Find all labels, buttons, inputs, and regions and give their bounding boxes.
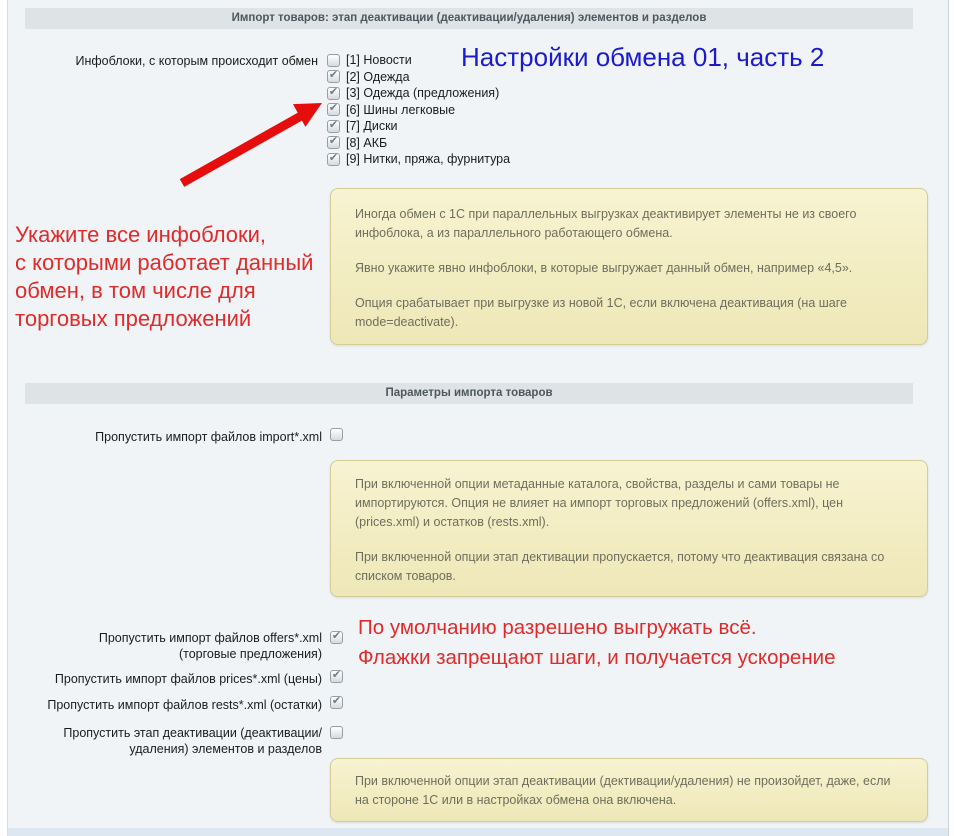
section-header-title: Параметры импорта товаров bbox=[385, 387, 553, 399]
annotation-line: Флажки запрещают шаги, и получается ускорение bbox=[358, 646, 836, 669]
infoblock-label: [6] Шины легковые bbox=[346, 102, 456, 117]
infoblock-label: [7] Диски bbox=[346, 119, 398, 134]
help-box-import bbox=[330, 460, 928, 597]
infoblock-item-akb[interactable] bbox=[327, 135, 510, 152]
checkmark-icon: ✔ bbox=[328, 102, 339, 115]
skip-prices-checkbox[interactable] bbox=[330, 670, 343, 683]
annotation-blue-title: Настройки обмена 01, часть 2 bbox=[461, 42, 825, 72]
skip-offers-label bbox=[10, 631, 322, 662]
annotation-line: с которыми работает данный bbox=[15, 250, 314, 275]
help-paragraph: Явно укажите явно инфоблоки, в которые выгружает данный обмен, например «4,5». bbox=[355, 261, 853, 275]
checkmark-icon: ✔ bbox=[328, 69, 339, 82]
help-paragraph: При включенной опции метаданные каталога, свойства, разделы и сами товары не импортируются. Опция не влияет на импорт торговых предложений (offers.xml), цен (prices.xml) и остатков (rests.xml). bbox=[355, 477, 843, 529]
infoblock-item-shiny[interactable] bbox=[327, 102, 510, 119]
left-page-edge bbox=[0, 0, 8, 836]
section-header-import-deactivation bbox=[25, 8, 913, 29]
infoblock-checkbox-2[interactable] bbox=[327, 70, 340, 83]
help-paragraph: При включенной опции этап дективации пропускается, потому что деактивация связана со списком товаров. bbox=[355, 550, 885, 583]
infoblock-item-diski[interactable] bbox=[327, 118, 510, 135]
skip-offers-label-line1: Пропустить импорт файлов offers*.xml bbox=[98, 631, 322, 645]
annotation-red-defaults bbox=[358, 613, 836, 673]
help-paragraph: При включенной опции этап деактивации (дективации/удаления) не произойдет, даже, если на стороне 1С или в настройках обмена она включена. bbox=[355, 774, 891, 807]
help-paragraph: Опция срабатывает при выгрузке из новой 1С, если включена деактивация (на шаге mode=deactivate). bbox=[355, 296, 847, 329]
skip-import-label: Пропустить импорт файлов import*.xml bbox=[95, 430, 322, 444]
checkmark-icon: ✔ bbox=[331, 669, 342, 681]
infoblock-checkbox-1[interactable] bbox=[327, 54, 340, 67]
infoblock-label: [3] Одежда (предложения) bbox=[346, 86, 500, 101]
right-page-edge bbox=[948, 0, 954, 836]
skip-rests-label: Пропустить импорт файлов rests*.xml (остатки) bbox=[47, 698, 322, 712]
annotation-line: Укажите все инфоблоки, bbox=[15, 222, 267, 247]
checkmark-icon: ✔ bbox=[328, 151, 339, 164]
section-header-import-params bbox=[25, 383, 913, 404]
skip-rests-checkbox[interactable] bbox=[330, 696, 343, 709]
infoblock-label: [2] Одежда bbox=[346, 69, 410, 84]
help-paragraph: Иногда обмен с 1С при параллельных выгрузках деактивирует элементы не из своего инфоблока, а из параллельного работающего обмена. bbox=[355, 207, 857, 240]
checkmark-icon: ✔ bbox=[331, 630, 342, 642]
skip-deactivation-checkbox[interactable] bbox=[330, 726, 343, 739]
infoblock-label: [1] Новости bbox=[346, 53, 412, 68]
skip-offers-label-line2: (торговые предложения) bbox=[178, 646, 322, 661]
skip-prices-label: Пропустить импорт файлов prices*.xml (цены) bbox=[54, 672, 322, 686]
checkmark-icon: ✔ bbox=[328, 85, 339, 98]
skip-deactivation-label-line2: удаления) элементов и разделов bbox=[129, 741, 322, 756]
skip-import-checkbox[interactable] bbox=[330, 428, 343, 441]
annotation-line: торговых предложений bbox=[15, 306, 252, 331]
annotation-red-infoblocks bbox=[15, 221, 313, 333]
skip-deactivation-label bbox=[10, 726, 322, 757]
checkmark-icon: ✔ bbox=[328, 118, 339, 131]
help-box-deactivation bbox=[330, 188, 928, 345]
annotation-line: По умолчанию разрешено выгружать всё. bbox=[358, 616, 757, 639]
skip-offers-checkbox[interactable] bbox=[330, 631, 343, 644]
annotation-line: обмен, в том числе для bbox=[15, 278, 256, 303]
infoblock-label: [9] Нитки, пряжа, фурнитура bbox=[346, 152, 511, 167]
checkmark-icon: ✔ bbox=[331, 695, 342, 707]
checkmark-icon: ✔ bbox=[328, 135, 339, 148]
infoblocks-field-label: Инфоблоки, с которым происходит обмен bbox=[75, 54, 318, 68]
section-header-title: Импорт товаров: этап деактивации (деактивации/удаления) элементов и разделов bbox=[231, 12, 707, 24]
infoblock-label: [8] АКБ bbox=[346, 135, 388, 150]
red-arrow-icon bbox=[170, 95, 330, 190]
infoblock-item-odezhda-predlozheniya[interactable] bbox=[327, 85, 510, 102]
skip-deactivation-label-line1: Пропустить этап деактивации (деактивации/ bbox=[63, 726, 322, 740]
next-section-bar bbox=[8, 828, 948, 836]
infoblock-item-nitki[interactable] bbox=[327, 151, 510, 168]
help-box-skip-deactivation bbox=[330, 758, 928, 822]
